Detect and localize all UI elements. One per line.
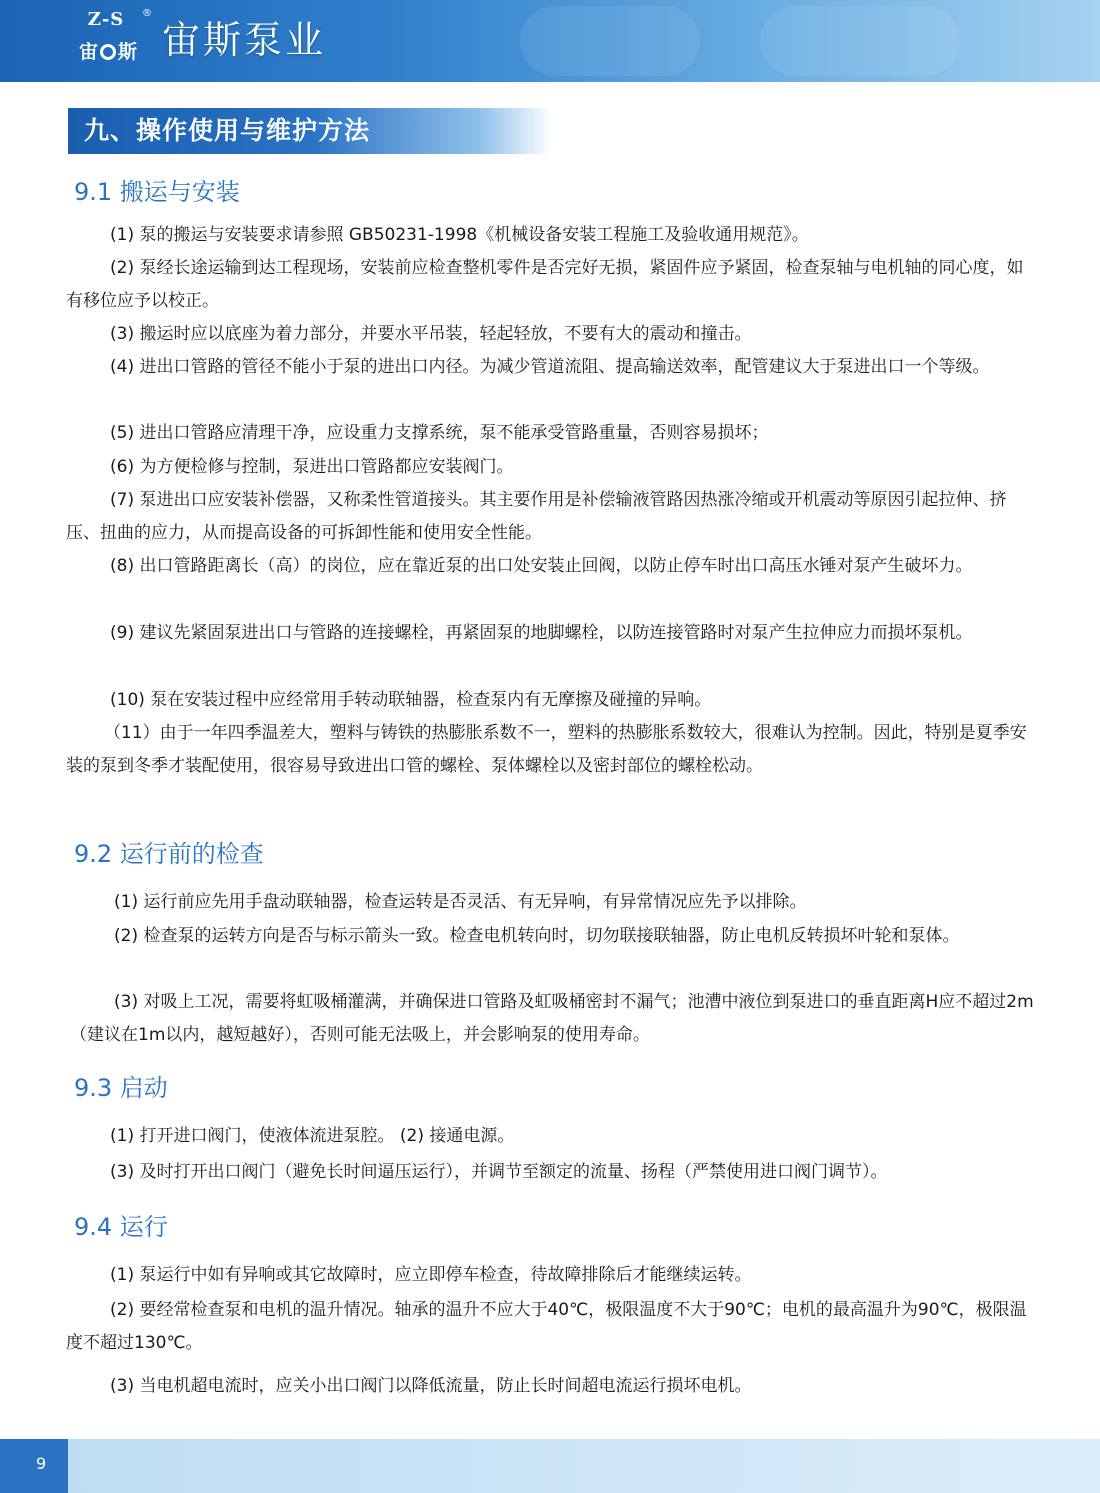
paragraph: (2) 泵经长途运输到达工程现场，安装前应检查整机零件是否完好无损，紧固件应予紧固，检查泵轴与电机轴的同心度，如有移位应予以校正。 — [66, 258, 1024, 311]
brand-name: 宙斯泵业 — [162, 18, 327, 62]
paragraph: (3) 及时打开出口阀门（避免长时间逼压运行），并调节至额定的流量、扬程（严禁使用进口阀门调节）。 — [110, 1162, 888, 1182]
page-footer — [0, 1439, 1100, 1493]
paragraph: (9) 建议先紧固泵进出口与管路的连接螺栓，再紧固泵的地脚螺栓，以防连接管路时对泵产生拉伸应力而损坏泵机。 — [110, 623, 973, 643]
paragraph: (3) 对吸上工况，需要将虹吸桶灌满，并确保进口管路及虹吸桶密封不漏气；池漕中液位到泵进口的垂直距离H应不超过2m（建议在1m以内，越短越好），否则可能无法吸上，并会影响泵的使用寿命。 — [70, 992, 1034, 1045]
paragraph: (6) 为方便检修与控制，泵进出口管路都应安装阀门。 — [110, 457, 514, 477]
chapter-banner — [68, 108, 552, 154]
paragraph: (2) 检查泵的运转方向是否与标示箭头一致。检查电机转向时，切勿联接联轴器，防止电机反转损坏叶轮和泵体。 — [114, 926, 960, 946]
section-title: 9.1 搬运与安装 — [74, 178, 240, 206]
paragraph: (2) 要经常检查泵和电机的温升情况。轴承的温升不应大于40℃，极限温度不大于90℃；电机的最高温升为90℃，极限温度不超过130℃。 — [66, 1300, 1027, 1353]
paragraph: (4) 进出口管路的管径不能小于泵的进出口内径。为减少管道流阻、提高输送效率，配管建议大于泵进出口一个等级。 — [110, 357, 990, 377]
header-watermark-pump-image — [760, 6, 960, 76]
page-number: 9 — [36, 1454, 47, 1473]
paragraph: (5) 进出口管路应清理干净，应设重力支撑系统，泵不能承受管路重量，否则容易损坏； — [110, 423, 769, 443]
logo-right-char: 斯 — [118, 41, 138, 63]
paragraph: (10) 泵在安装过程中应经常用手转动联轴器，检查泵内有无摩擦及碰撞的异响。 — [110, 690, 712, 710]
logo-ring-icon — [100, 44, 116, 60]
logo-top-text: Z-S — [87, 9, 125, 30]
paragraph: (1) 泵的搬运与安装要求请参照 GB50231-1998《机械设备安装工程施工及验收通用规范》。 — [110, 225, 809, 245]
registered-mark: ® — [142, 8, 152, 19]
section-title: 9.4 运行 — [74, 1213, 168, 1241]
paragraph: (1) 泵运行中如有异响或其它故障时，应立即停车检查，待故障排除后才能继续运转。 — [110, 1265, 752, 1285]
paragraph: (1) 打开进口阀门，使液体流进泵腔。 (2) 接通电源。 — [110, 1126, 515, 1146]
page-header — [0, 0, 1100, 82]
paragraph: (8) 出口管路距离长（高）的岗位，应在靠近泵的出口处安装止回阀，以防止停车时出口高压水锤对泵产生破坏力。 — [110, 556, 973, 576]
section-title: 9.3 启动 — [74, 1074, 168, 1102]
paragraph: (3) 搬运时应以底座为着力部分，并要水平吊装，轻起轻放，不要有大的震动和撞击。 — [110, 324, 752, 344]
paragraph: (3) 当电机超电流时，应关小出口阀门以降低流量，防止长时间超电流运行损坏电机。 — [110, 1376, 752, 1396]
paragraph: （11）由于一年四季温差大，塑料与铸铁的热膨胀系数不一，塑料的热膨胀系数较大，很难认为控制。因此，特别是夏季安装的泵到冬季才装配使用，很容易导致进出口管的螺栓、泵体螺栓以及密封部位的螺栓松动。 — [66, 723, 1027, 776]
page-number-box — [0, 1439, 68, 1493]
header-watermark-pump-image — [520, 6, 700, 76]
logo-left-char: 宙 — [78, 41, 98, 63]
paragraph: (1) 运行前应先用手盘动联轴器，检查运转是否灵活、有无异响，有异常情况应先予以排除。 — [114, 892, 807, 912]
section-title: 9.2 运行前的检查 — [74, 840, 264, 868]
paragraph: (7) 泵进出口应安装补偿器，又称柔性管道接头。其主要作用是补偿输液管路因热涨冷缩或开机震动等原因引起拉伸、挤压、扭曲的应力，从而提高设备的可拆卸性能和使用安全性能。 — [66, 490, 1007, 543]
chapter-title: 九、操作使用与维护方法 — [84, 116, 371, 145]
company-logo — [66, 10, 152, 74]
